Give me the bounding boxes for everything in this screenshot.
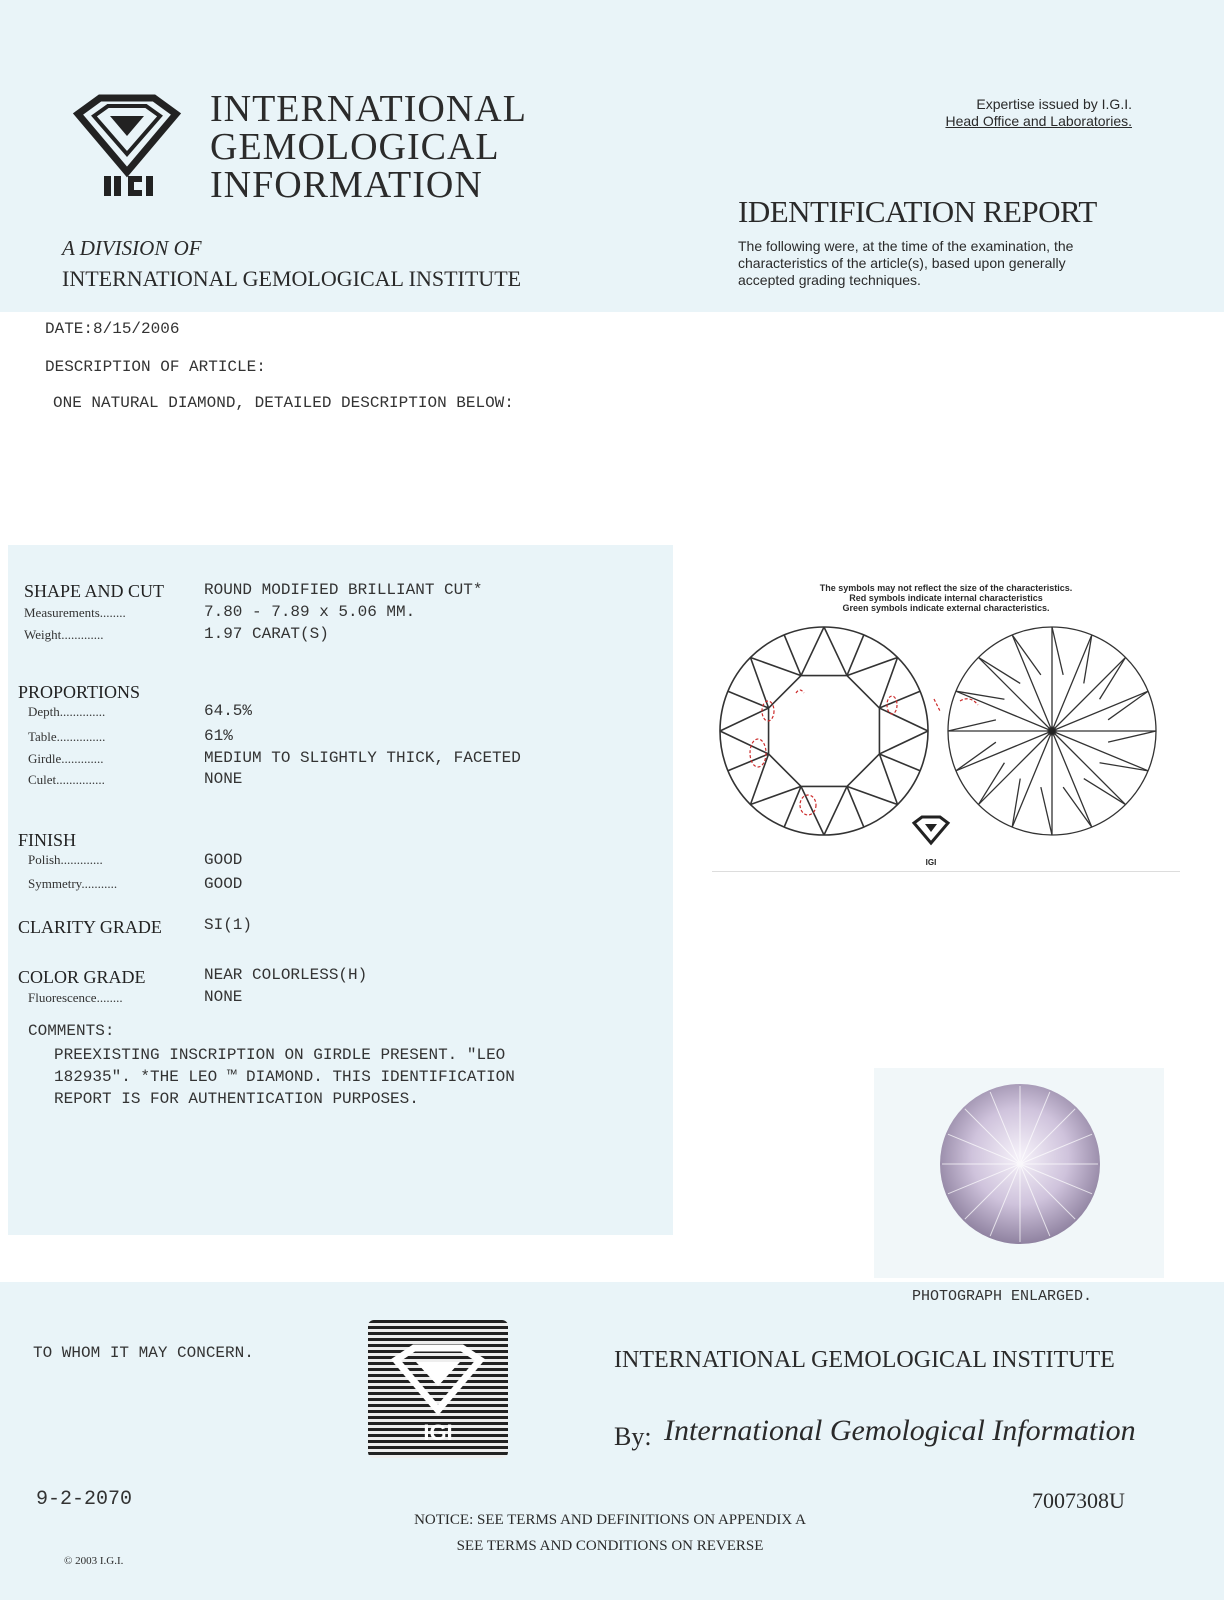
color-label: COLOR GRADE (18, 967, 146, 987)
plot-logo-text: IGI (925, 858, 937, 867)
measurements-label: Measurements........ (24, 605, 126, 620)
clarity-plot (712, 575, 1180, 872)
comments-line-3: REPORT IS FOR AUTHENTICATION PURPOSES. (54, 1090, 419, 1108)
symmetry-label: Symmetry........... (28, 876, 118, 891)
culet-value: NONE (204, 770, 243, 788)
polish-label: Polish............. (28, 852, 103, 867)
shape-value: ROUND MODIFIED BRILLIANT CUT* (204, 581, 483, 599)
fluorescence-value: NONE (204, 988, 243, 1006)
proportions-label: PROPORTIONS (18, 682, 140, 702)
fluorescence-label: Fluorescence........ (28, 990, 123, 1005)
comments-line-1: PREEXISTING INSCRIPTION ON GIRDLE PRESENT. "LEO (54, 1046, 506, 1064)
org-line-1: INTERNATIONAL (210, 88, 527, 130)
report-date: DATE:8/15/2006 (45, 320, 180, 338)
seal-text: IGI (423, 1420, 453, 1445)
finish-label: FINISH (18, 830, 77, 850)
symmetry-value: GOOD (204, 875, 243, 893)
copyright: © 2003 I.G.I. (64, 1555, 124, 1567)
depth-value: 64.5% (204, 702, 253, 720)
table-label: Table............... (28, 729, 106, 744)
measurements-value: 7.80 - 7.89 x 5.06 MM. (204, 603, 416, 621)
expertise-note (772, 96, 1132, 130)
org-line-2: GEMOLOGICAL (210, 126, 500, 168)
inclusion-marks (750, 690, 978, 815)
description-text: ONE NATURAL DIAMOND, DETAILED DESCRIPTION BELOW: (53, 394, 514, 412)
signature: International Gemological Information (664, 1414, 1136, 1447)
org-name (210, 90, 527, 204)
crown-view (720, 627, 928, 835)
plot-note-3: Green symbols indicate external characteristics. (842, 603, 1050, 613)
report-title: IDENTIFICATION REPORT (738, 194, 1097, 229)
comments-text (54, 1044, 515, 1110)
notice-line-1: NOTICE: SEE TERMS AND DEFINITIONS ON APPENDIX A (414, 1512, 806, 1528)
expertise-line-1: Expertise issued by I.G.I. (976, 96, 1132, 112)
clarity-label: CLARITY GRADE (18, 917, 162, 937)
diamond-diagram (712, 615, 1180, 871)
igi-logo-icon (72, 92, 182, 202)
report-number: 7007308U (1032, 1488, 1125, 1513)
weight-value: 1.97 CARAT(S) (204, 625, 329, 643)
depth-label: Depth.............. (28, 704, 106, 719)
footer-institute: INTERNATIONAL GEMOLOGICAL INSTITUTE (614, 1347, 1115, 1373)
diamond-photo (874, 1068, 1164, 1278)
comments-label: COMMENTS: (28, 1022, 115, 1040)
report-intro (738, 238, 1178, 289)
plot-logo-icon (914, 817, 948, 843)
notice-line-2: SEE TERMS AND CONDITIONS ON REVERSE (456, 1538, 764, 1554)
comments-line-2: 182935". *THE LEO ™ DIAMOND. THIS IDENTIFICATION (54, 1068, 515, 1086)
plot-note-1: The symbols may not reflect the size of the characteristics. (819, 583, 1073, 593)
plot-note-2: Red symbols indicate internal characteristics (849, 593, 1043, 603)
by-label: By: (614, 1422, 652, 1451)
expertise-line-2: Head Office and Laboratories. (945, 113, 1132, 129)
seal-stamp (368, 1320, 508, 1458)
culet-label: Culet............... (28, 772, 105, 787)
photo-caption: PHOTOGRAPH ENLARGED. (912, 1288, 1093, 1305)
report-intro-line-1: The following were, at the time of the examination, the (738, 238, 1074, 254)
diamond-photo-frame (874, 1068, 1164, 1278)
shape-label: SHAPE AND CUT (24, 581, 165, 601)
pavilion-view (948, 627, 1156, 835)
table-value: 61% (204, 727, 233, 745)
date-code: 9-2-2070 (36, 1488, 133, 1511)
plot-notes (712, 583, 1180, 613)
report-intro-line-2: characteristics of the article(s), based upon generally (738, 255, 1066, 271)
clarity-value: SI(1) (204, 916, 253, 934)
notice (380, 1507, 840, 1559)
to-whom: TO WHOM IT MAY CONCERN. (33, 1344, 254, 1362)
division-name: INTERNATIONAL GEMOLOGICAL INSTITUTE (62, 266, 522, 291)
description-label: DESCRIPTION OF ARTICLE: (45, 358, 266, 376)
girdle-value: MEDIUM TO SLIGHTLY THICK, FACETED (204, 749, 521, 767)
division-label: A DIVISION OF (62, 236, 202, 260)
polish-value: GOOD (204, 851, 243, 869)
weight-label: Weight............. (24, 627, 104, 642)
color-value: NEAR COLORLESS(H) (204, 966, 368, 984)
org-line-3: INFORMATION (210, 164, 483, 206)
girdle-label: Girdle............. (28, 751, 104, 766)
report-intro-line-3: accepted grading techniques. (738, 272, 921, 288)
